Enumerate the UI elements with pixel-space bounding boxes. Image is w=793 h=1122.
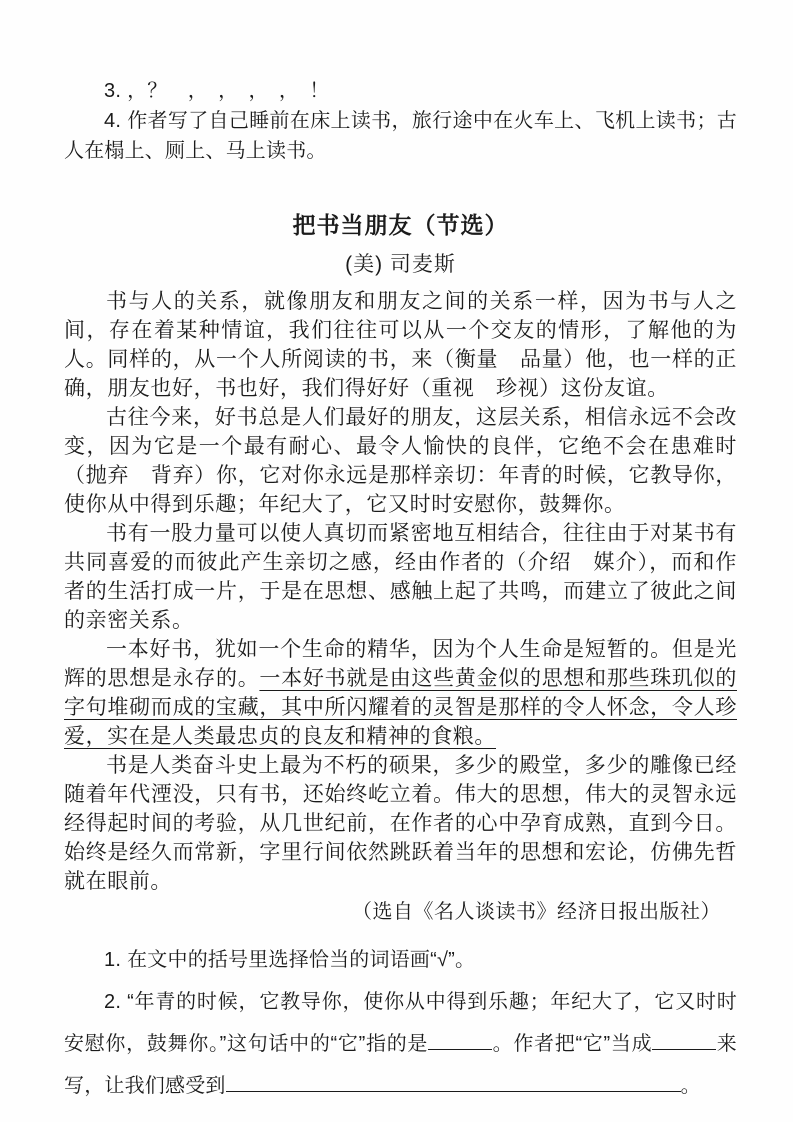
question-text-part-1: “年青的时候，它教导你，使你从中得到乐趣；年纪大了，它又时时安慰你，鼓舞你。”这句话中的“它”指的是 <box>64 991 737 1055</box>
answer-text: ，？ ， ， ， ， ！ <box>127 80 330 102</box>
question-2 <box>64 981 737 1107</box>
paragraph-4-underlined-passage: 一本好书就是由这些黄金似的思想和那些珠玑似的字句堆砌而成的宝藏，其中所闪耀着的灵智是那样的令人怀念，令人珍爱，实在是人类最忠贞的良友和精神的食粮。 <box>64 666 737 748</box>
article-paragraph-2: 古往今来，好书总是人们最好的朋友，这层关系，相信永远不会改变，因为它是一个最有耐心、最令人愉快的良伴，它绝不会在患难时（抛弃 背弃）你，它对你永远是那样亲切：年青的时候，它教导你，使你从中得到乐趣；年纪大了，它又时时安慰你，鼓舞你。 <box>64 405 737 516</box>
answer-blank-3 <box>226 1070 681 1092</box>
question-number: 2. <box>104 991 122 1013</box>
question-text-part-4: 。 <box>680 1075 701 1097</box>
article-title: 把书当朋友（节选） <box>292 212 509 238</box>
article-author: (美) 司麦斯 <box>345 253 456 276</box>
article-paragraph-5: 书是人类奋斗史上最为不朽的硕果，多少的殿堂，多少的雕像已经随着年代湮没，只有书，还始终屹立着。伟大的思想，伟大的灵智永远经得起时间的考验，从几世纪前，在作者的心中孕育成熟，直到今日。始终是经久而常新，字里行间依然跳跃着当年的思想和宏论，仿佛先哲就在眼前。 <box>64 753 737 893</box>
answer-text: 作者写了自己睡前在床上读书，旅行途中在火车上、飞机上读书；古人在榻上、厕上、马上读书。 <box>64 110 737 162</box>
article-body <box>64 287 737 927</box>
question-text-part-3: 来写，让我们感受到 <box>64 1033 738 1097</box>
answer-blank-2 <box>652 1028 716 1050</box>
article-paragraph-4 <box>64 635 737 751</box>
answer-item-3 <box>64 76 737 106</box>
article-source: （选自《名人谈读书》经济日报出版社） <box>352 901 721 923</box>
question-text-part-2: 。作者把“它”当成 <box>492 1033 653 1055</box>
article-paragraph-1: 书与人的关系，就像朋友和朋友之间的关系一样，因为书与人之间，存在着某种情谊，我们往往可以从一个交友的情形，了解他的为人。同样的，从一个人所阅读的书，来（衡量 品量）他，也一样的正确，朋友也好，书也好，我们得好好（重视 珍视）这份友谊。 <box>64 289 737 400</box>
question-1 <box>64 939 737 981</box>
answer-number: 3. <box>104 80 122 102</box>
answers-section <box>64 76 737 166</box>
answer-item-4 <box>64 106 737 166</box>
answer-blank-1 <box>428 1028 492 1050</box>
article-paragraph-3: 书有一股力量可以使人真切而紧密地互相结合，往往由于对某书有共同喜爱的而彼此产生亲切之感，经由作者的（介绍 媒介），而和作者的生活打成一片，于是在思想、感触上起了共鸣，而建立了彼此之间的亲密关系。 <box>64 521 737 632</box>
question-text: 在文中的括号里选择恰当的词语画“√”。 <box>127 949 476 971</box>
question-number: 1. <box>104 949 122 971</box>
answer-number: 4. <box>104 110 122 132</box>
questions-section <box>64 939 737 1107</box>
paragraph-4-normal-text: 一本好书，犹如一个生命的精华，因为个人生命是短暂的。但是光辉的思想是永存的。 <box>64 637 737 690</box>
